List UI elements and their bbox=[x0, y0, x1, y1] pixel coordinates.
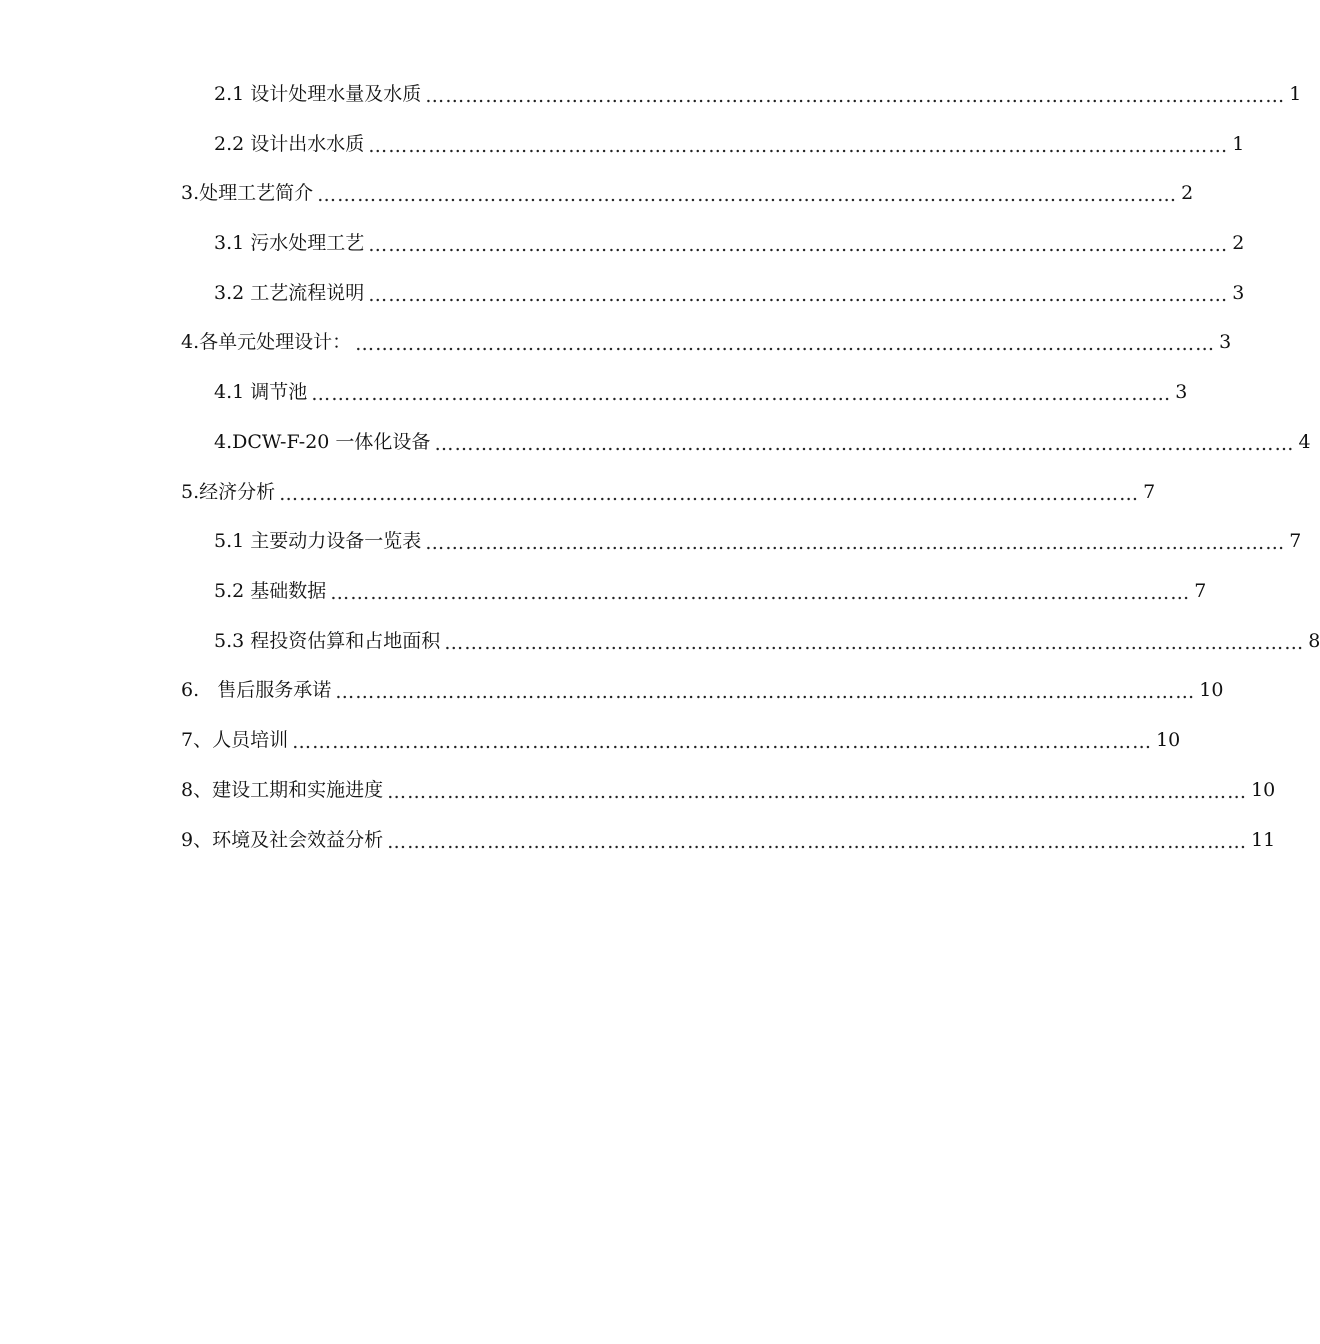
toc-entry-page: 7 bbox=[1143, 481, 1156, 503]
toc-entry-page: 10 bbox=[1251, 779, 1276, 801]
toc-entry-label: 4.各单元处理设计： bbox=[181, 331, 352, 353]
toc-dot-leader: ………………………………………………………………………………………………………………… bbox=[355, 333, 1216, 355]
toc-entry[interactable] bbox=[181, 325, 1232, 359]
toc-dot-leader: ………………………………………………………………………………………………………………… bbox=[279, 483, 1140, 505]
toc-entry-label: 4.DCW-F-20 一体化设备 bbox=[214, 431, 431, 453]
toc-entry[interactable] bbox=[214, 375, 1188, 409]
toc-entry-page: 8 bbox=[1308, 630, 1320, 652]
toc-entry[interactable] bbox=[214, 425, 1311, 459]
toc-dot-leader: ………………………………………………………………………………………………………………… bbox=[368, 135, 1229, 157]
toc-entry-page: 7 bbox=[1289, 530, 1302, 552]
toc-dot-leader: ………………………………………………………………………………………………………………… bbox=[368, 284, 1229, 306]
toc-entry-page: 1 bbox=[1289, 83, 1302, 105]
toc-entry[interactable] bbox=[181, 176, 1194, 210]
toc-entry-label: 2.2 设计出水水质 bbox=[214, 133, 365, 155]
toc-entry-label: 5.3 程投资估算和占地面积 bbox=[214, 630, 441, 652]
toc-entry-page: 11 bbox=[1251, 829, 1276, 851]
toc-dot-leader: ………………………………………………………………………………………………………………… bbox=[434, 433, 1295, 455]
toc-dot-leader: ………………………………………………………………………………………………………………… bbox=[292, 731, 1153, 753]
toc-entry-page: 2 bbox=[1181, 182, 1194, 204]
toc-entry-label: 5.1 主要动力设备一览表 bbox=[214, 530, 422, 552]
toc-entry-label: 5.经济分析 bbox=[181, 481, 276, 503]
toc-entry-label: 4.1 调节池 bbox=[214, 381, 308, 403]
toc-entry-page: 10 bbox=[1199, 679, 1224, 701]
toc-entry[interactable] bbox=[214, 276, 1245, 310]
toc-entry-page: 3 bbox=[1219, 331, 1232, 353]
toc-entry[interactable] bbox=[214, 624, 1320, 658]
toc-entry-label: 2.1 设计处理水量及水质 bbox=[214, 83, 422, 105]
toc-entry-label: 6. 售后服务承诺 bbox=[181, 679, 332, 701]
toc-entry-page: 4 bbox=[1298, 431, 1311, 453]
toc-dot-leader: ………………………………………………………………………………………………………………… bbox=[330, 582, 1191, 604]
toc-entry[interactable] bbox=[181, 823, 1276, 857]
toc-entry-label: 3.处理工艺简介 bbox=[181, 182, 314, 204]
toc-entry-page: 3 bbox=[1175, 381, 1188, 403]
toc-entry-label: 7、人员培训 bbox=[181, 729, 289, 751]
toc-entry-label: 9、环境及社会效益分析 bbox=[181, 829, 384, 851]
toc-dot-leader: ………………………………………………………………………………………………………………… bbox=[317, 184, 1178, 206]
toc-dot-leader: ………………………………………………………………………………………………………………… bbox=[368, 234, 1229, 256]
toc-entry[interactable] bbox=[214, 127, 1245, 161]
toc-entry-page: 10 bbox=[1156, 729, 1181, 751]
toc-dot-leader: ………………………………………………………………………………………………………………… bbox=[387, 781, 1248, 803]
toc-entry-label: 5.2 基础数据 bbox=[214, 580, 327, 602]
toc-dot-leader: ………………………………………………………………………………………………………………… bbox=[311, 383, 1172, 405]
toc-entry[interactable] bbox=[181, 723, 1181, 757]
toc-entry-page: 3 bbox=[1232, 282, 1245, 304]
toc-entry[interactable] bbox=[181, 673, 1224, 707]
toc-entry-label: 3.1 污水处理工艺 bbox=[214, 232, 365, 254]
toc-dot-leader: ………………………………………………………………………………………………………………… bbox=[335, 681, 1196, 703]
toc-entry[interactable] bbox=[214, 226, 1245, 260]
toc-entry[interactable] bbox=[214, 524, 1302, 558]
toc-entry-label: 3.2 工艺流程说明 bbox=[214, 282, 365, 304]
toc-entry[interactable] bbox=[214, 574, 1207, 608]
toc-entry[interactable] bbox=[181, 773, 1276, 807]
toc-entry[interactable] bbox=[181, 475, 1156, 509]
toc-entry-page: 1 bbox=[1232, 133, 1245, 155]
toc-entry-page: 2 bbox=[1232, 232, 1245, 254]
toc-dot-leader: ………………………………………………………………………………………………………………… bbox=[387, 831, 1248, 853]
toc-dot-leader: ………………………………………………………………………………………………………………… bbox=[425, 532, 1286, 554]
toc-dot-leader: ………………………………………………………………………………………………………………… bbox=[444, 632, 1305, 654]
toc-dot-leader: ………………………………………………………………………………………………………………… bbox=[425, 85, 1286, 107]
toc-entry[interactable] bbox=[214, 77, 1302, 111]
toc-entry-page: 7 bbox=[1194, 580, 1207, 602]
toc-entry-label: 8、建设工期和实施进度 bbox=[181, 779, 384, 801]
